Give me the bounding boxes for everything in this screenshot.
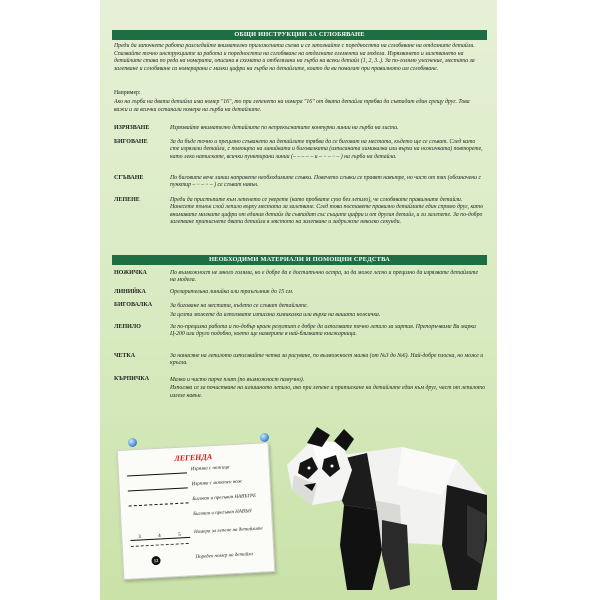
example-paragraph: Ако на гърба на двата детайла има номер "16", то при лепенето на номера "16" от двата детайла трябва да съвпадат един срещу друг. Това важи и за всички останали номера на гърба на детайлите. — [114, 99, 470, 113]
material-term: ЛЕПИЛО — [114, 324, 141, 330]
glue-marks-icon — [130, 527, 191, 550]
legend-card — [117, 442, 276, 580]
pushpin-icon — [128, 438, 137, 447]
intro-paragraph: Преди да започнете работа разгледайте внимателно приложената схема и се запознайте с поредността на сглобяване на отделните детайли. Спазвайте точно инструкциите за работа и поредността на сглобяване на отделните елементи на модела. Изрязването и залепването на детайлите става по реда на номерата, описани в схемата и отбелязани на гърба на всеки детайл (1, 2, 3..). За по-голямо улеснение, местата за залепване и сглобяване са номерирани с малки цифри на гърба на детайлите, които да ви помагат при правилното им сглобяване. — [114, 43, 475, 72]
material-desc: По възможност не много голяма, но е добре да е достатъчно остра, за да може лесно и прецизно да изрязвате детайлите на модела. — [170, 270, 479, 284]
panda-illustration — [282, 425, 492, 595]
section-header-general: ОБЩИ ИНСТРУКЦИИ ЗА СГЛОБЯВАНЕ — [112, 30, 487, 40]
solid-line-icon — [127, 472, 187, 476]
legend-label: Бигован и прегъван НАВЪТРЕ — [192, 493, 257, 503]
example-label: Например: — [114, 90, 141, 96]
legend-label: Номера за лепене на детайлите — [193, 526, 263, 536]
instruction-desc: Изрязвайте внимателно детайлите по непрекъснатите контурни линии на гърба на листа. — [170, 125, 399, 131]
glue-mark-number: 3 — [138, 534, 141, 541]
legend-label: Бигован и прегъван НАВЪН — [193, 509, 252, 518]
instruction-page — [100, 0, 497, 600]
material-desc: За по-прецизна работа и по-добър краен резултат е добре да използвате течно лепило за хартия. Препоръчваме Ви марка Ц-200 или друго подобно, което ще намерите в най-близката книжарница. — [170, 324, 476, 338]
dashed-line-icon — [129, 502, 189, 506]
thin-line-icon — [128, 487, 188, 491]
legend-row — [130, 523, 271, 550]
instruction-term: СГЪВАНЕ — [114, 175, 144, 181]
legend-label: Пореден номер на детайла — [195, 552, 254, 561]
dash-dot-line-icon — [129, 515, 189, 518]
instruction-term: БИГОВАНЕ — [114, 139, 148, 145]
material-term: НОЖИЧКА — [114, 270, 147, 276]
instruction-desc: Преди да пристъпите към лепенето се уверете (като пробвате сухо без лепило), че сглобявате правилните детайли. Нанесете тънък слой лепило върху местата за залепване. След това поставете правилно детайлите един спрямо друг, като внимавате малките цифри от единия детайл да съвпадат със същите цифри и от другия детайл, и ги залепете. За по-добро залепване притиснете двата детайла в мястото на залепване и задръжте няколко секунди. — [170, 197, 484, 226]
material-desc: Орезарительна линийка или триъгълник до 15 см. — [170, 289, 294, 295]
legend-label: Изрязва с ножица — [190, 465, 230, 473]
instruction-desc: За да бъде точно и прецизно сгъването на детайлите трябва да се биговат на местата, където ще се сгъват. След като сте изрязали детайла, с помощта на линийката и биговалката (изписаната химикалка или върха на ножичката) повторете, като леко натискате, всички пунктирани линии (– – – – – и – ·· – ·· – ) на гърба на детайла. — [170, 139, 483, 160]
instruction-desc: По биговите вече линии направете необходимите сгъвки. Повечето сгъвки се правят навътре, но част от тях (обозначени с пунктир – ·· – ·· – ) се сгъват навън. — [170, 175, 482, 189]
material-desc: Малко и чисто парче плат (по възможност памучно). Използва се за почистване на излишното лепило, ако при лепене и притискане на детайлите един към друг, част от лепилото излезе навън. — [170, 377, 485, 399]
glue-mark-number: 4 — [158, 533, 161, 540]
pushpin-icon — [260, 433, 269, 442]
legend-row — [131, 551, 271, 570]
legend-title: ЛЕГЕНДА — [173, 452, 213, 464]
material-term: КЪРПИЧКА — [114, 376, 150, 382]
part-number-badge: 12 — [151, 556, 160, 565]
material-desc: За биговане на местата, където се сгъват детайлите. За целта можете да използвате изписана химикалка или върха на вашата ножичка. — [170, 303, 381, 318]
section-header-materials: НЕОБХОДИМИ МАТЕРИАЛИ И ПОМОЩНИ СРЕДСТВА — [112, 255, 487, 265]
material-desc: За нанасяне на лепилото използвайте четка за рисуване, по възможност малка (от №3 до №6). Най-добре плоска, но може и кръгла. — [170, 353, 484, 367]
legend-label: Изрязва с макетен нож — [191, 479, 243, 488]
material-term: ЛИНИЙКА — [114, 289, 146, 295]
material-term: БИГОВАЛКА — [114, 302, 153, 308]
glue-mark-number: 5 — [178, 532, 181, 538]
instruction-term: ИЗРЯЗВАНЕ — [114, 125, 150, 131]
instruction-term: ЛЕПЕНЕ — [114, 197, 140, 203]
material-term: ЧЕТКА — [114, 353, 136, 359]
